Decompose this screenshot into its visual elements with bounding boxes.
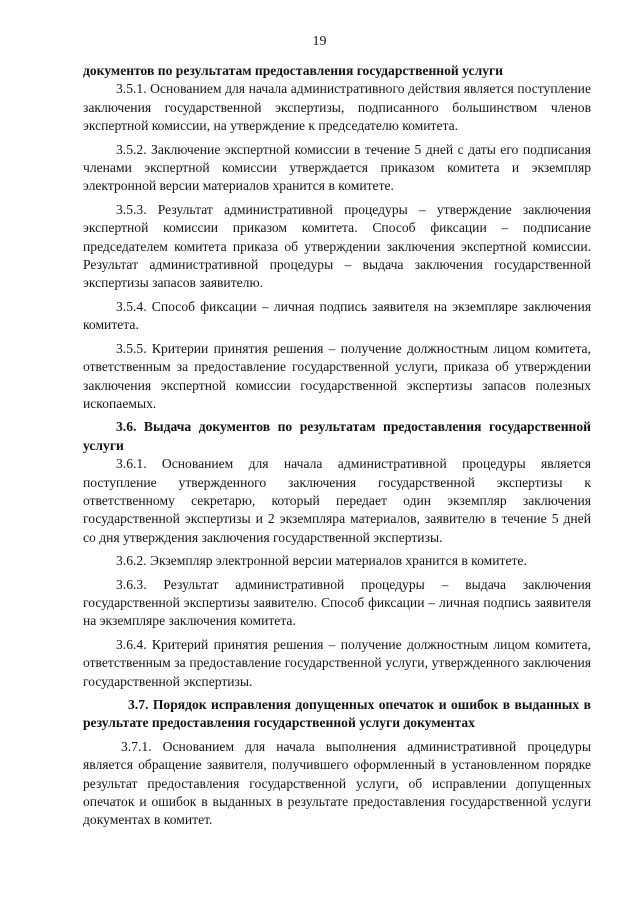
paragraph-3-5-3: 3.5.3. Результат административной процедуры – утверждение заключения экспертной комиссии приказом комитета. Способ фиксации – подписание председателем комитета приказа об утверждении заключения экспертной комиссии. Результат административной процедуры – выдача заключения государственной экспертизы запасов заявителю. xyxy=(83,201,591,291)
paragraph-3-5-4: 3.5.4. Способ фиксации – личная подпись заявителя на экземпляре заключения комитета. xyxy=(83,298,591,333)
document-body xyxy=(83,62,591,830)
page-number: 19 xyxy=(312,34,327,49)
paragraph-3-5-5: 3.5.5. Критерии принятия решения – получение должностным лицом комитета, ответственным за предоставление государственной услуги, приказа об утверждении заключения экспертной комиссии государственной экспертизы запасов полезных ископаемых. xyxy=(83,340,591,411)
section-heading-continuation: документов по результатам предоставления государственной услуги xyxy=(83,63,504,78)
section-heading-3-6: 3.6. Выдача документов по результатам предоставления государственной услуги xyxy=(83,419,591,453)
paragraph-3-5-1: 3.5.1. Основанием для начала административного действия является поступление заключения государственной экспертизы, подписанного большинством членов экспертной комиссии, на утверждение к председателю комитета. xyxy=(83,81,591,134)
paragraph-3-6-1: 3.6.1. Основанием для начала административной процедуры является поступление утвержденного заключения государственной экспертизы к ответственному секретарю, который передает один экземпляр заключения государственной экспертизы и 2 экземпляра материалов, заявителю в течение 5 дней со дня утверждения заключения государственной экспертизы. xyxy=(83,456,591,545)
paragraph-3-7-1: 3.7.1. Основанием для начала выполнения административной процедуры является обращение заявителя, получившего оформленный в установленном порядке результат предоставления государственной услуги, об исправлении допущенных опечаток и ошибок в выданных в результате предоставления государственной услуги документах в комитет. xyxy=(83,738,591,828)
paragraph-3-6-2: 3.6.2. Экземпляр электронной версии материалов хранится в комитете. xyxy=(116,553,527,569)
paragraph-3-6-3: 3.6.3. Результат административной процедуры – выдача заключения государственной экспертизы заявителю. Способ фиксации – личная подпись заявителя на экземпляре заключения комитета. xyxy=(83,576,591,629)
paragraph-3-6-4: 3.6.4. Критерий принятия решения – получение должностным лицом комитета, ответственным за предоставление государственной услуги, утвержденного заключения государственной экспертизы. xyxy=(83,636,591,689)
section-heading-3-7: 3.7. Порядок исправления допущенных опечаток и ошибок в выданных в результате предоставления государственной услуги документах xyxy=(83,697,591,731)
paragraph-3-5-2: 3.5.2. Заключение экспертной комиссии в течение 5 дней с даты его подписания членами экспертной комиссии утверждается приказом комитета и экземпляр электронной версии материалов хранится в комитете. xyxy=(83,141,591,194)
